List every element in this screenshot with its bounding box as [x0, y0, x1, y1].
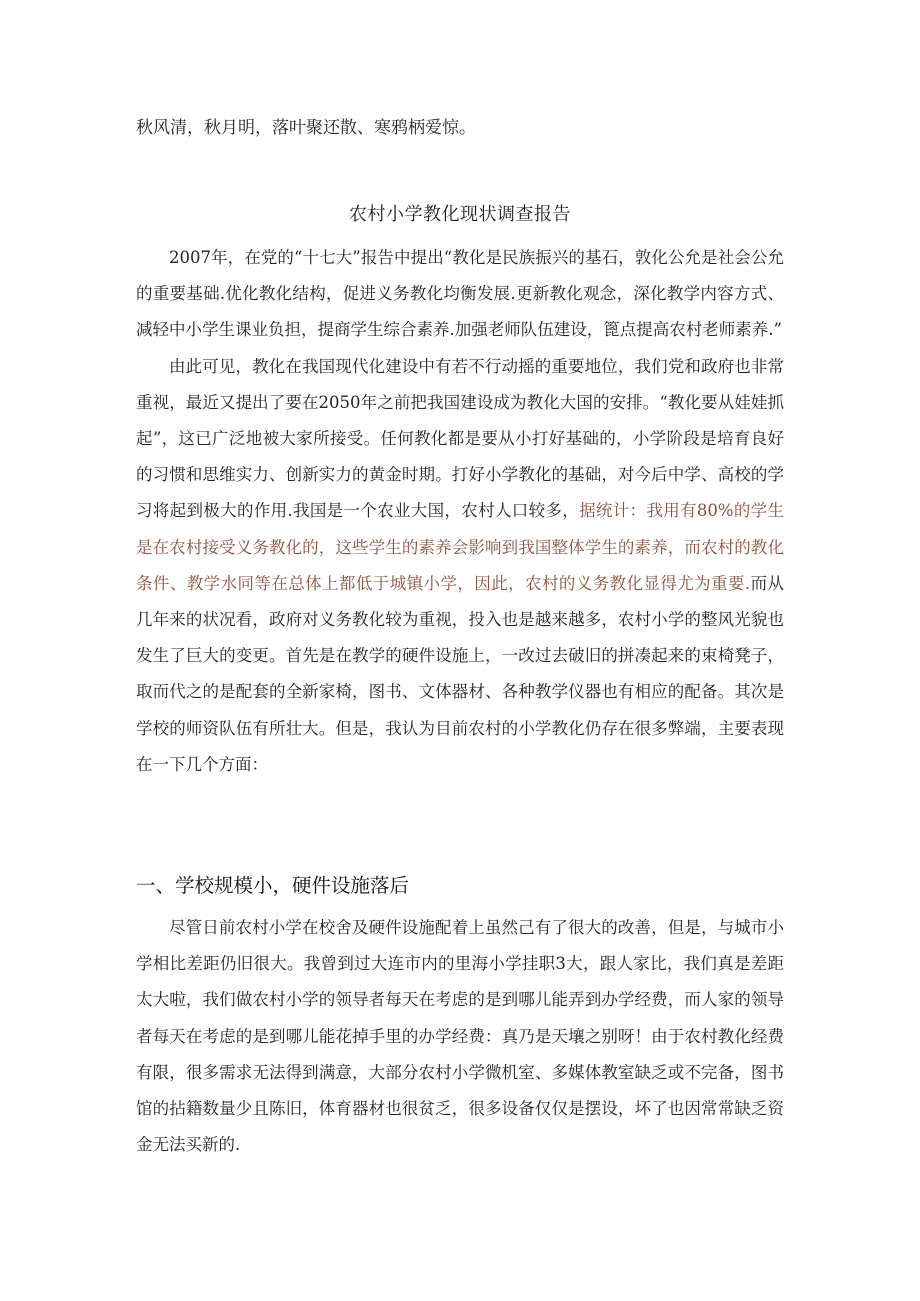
paragraph-2-text-a: 由此可见，教化在我国现代化建设中有若不行动摇的重要地位，我们党和政府也非常重视，最近又提出了要在2050年之前把我国建设成为教化大国的安排。“教化要从娃娃抓起”，这已广泛地被大家所接受。任何教化都是要从小打好基础的，小学阶段是培育良好的习惯和思维实力、创新实力的黄金时期。打好小学教化的基础，对今后中学、高校的学习将起到极大的作用.我国是一个农业大国，农村人口较多， [136, 356, 784, 521]
section-1-heading: 一、学校规模小，硬件设施落后 [136, 874, 410, 897]
section-1-paragraph: 尽管日前农村小学在校舍及硬件设施配着上虽然己有了很大的改善，但是，与城市小学相比差距仍旧很大。我曾到过大连市内的里海小学挂职3大，跟人家比，我们真是差距太大啦，我们做农村小学的领导者每天在考虑的是到哪儿能弄到办学经费，而人家的领导者每天在考虑的是到哪儿能花掉手里的办学经费：真乃是天壤之别呀！由于农村教化经费有限，很多需求无法得到满意，大部分农村小学微机室、多媒体教室缺乏或不完备，图书馆的拈籍数量少且陈旧，体育器材也很贫乏，很多设备仅仅是摆设，坏了也因常常缺乏资金无法买新的. [136, 918, 784, 1155]
section-1-body [136, 910, 784, 1163]
paragraph-2-statistics: 据统计：我用有80%的学生是在农村接受义务教化的，这些学生的素养会影响到我国整体学生的素养，而农村的教化条件、教学水同等在总体上都低于城镇小学，因此，农村的义务教化显得尤为重要. [136, 501, 784, 593]
paragraph-1: 2007年，在党的“十七大”报告中提出“教化是民族振兴的基石，敦化公允是社会公允的重要基础.优化教化结构，促进义务教化均衡发展.更新教化观念，深化教学内容方式、减轻中小学生课业负担，提商学生综合素养.加强老师队伍建设，篦点提高农村老师素养.” [136, 248, 784, 340]
paragraph-2-text-b: 而从几年来的状况看，政府对义务教化较为重视，投入也是越来越多，农村小学的整风光貌也发生了巨大的变更。首先是在教学的硬件设施上，一改过去破旧的拼凑起来的束椅凳子，取而代之的是配套的全新家椅，图书、文体器材、各种教学仪器也有相应的配备。其次是学校的师资队伍有所壮大。但是，我认为目前农村的小学教化仍存在很多弊端，主要表现在一下几个方面： [136, 573, 785, 774]
poem-line: 秋风清，秋月明，落叶聚还散、寒鸦柄爱惊。 [136, 118, 476, 138]
paragraph-2 [136, 349, 784, 783]
report-intro [136, 240, 784, 783]
report-title: 农村小学教化现状调查报告 [349, 204, 571, 225]
